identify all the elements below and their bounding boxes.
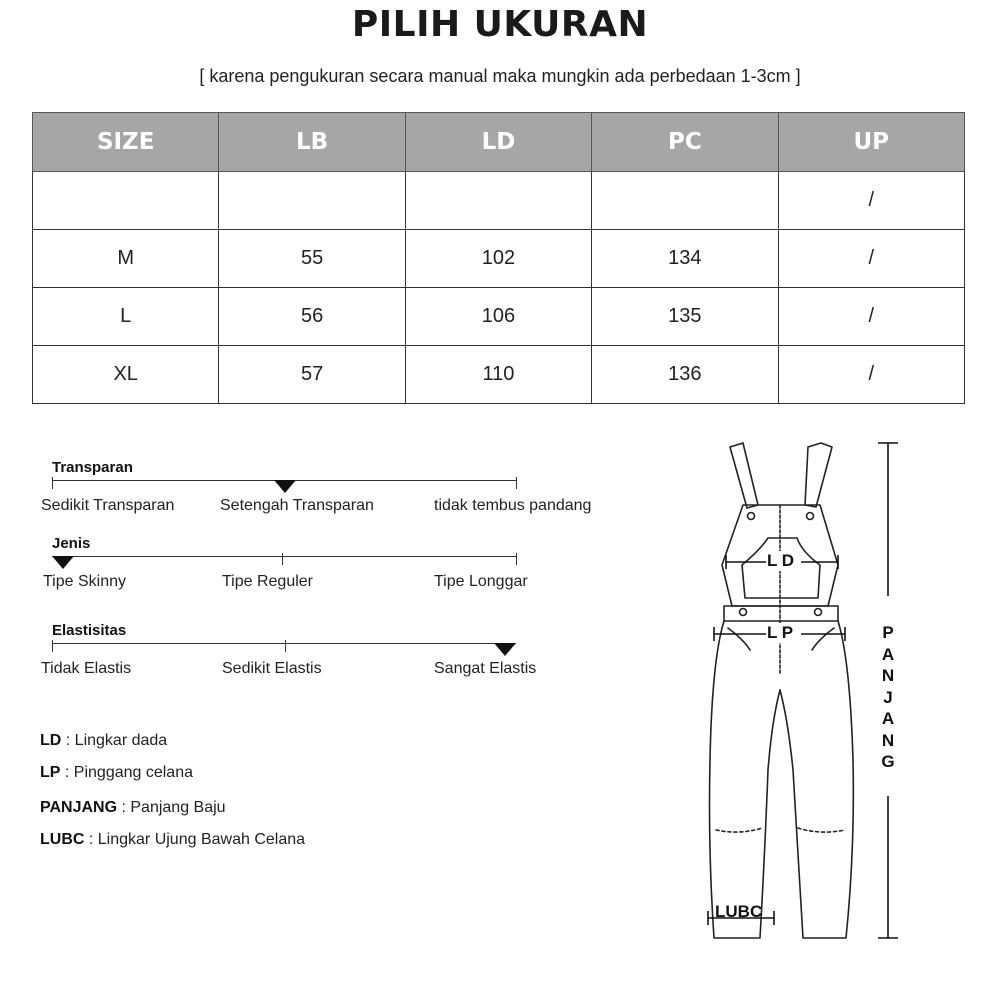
header-pc: PC bbox=[592, 113, 778, 172]
legend-desc: : Lingkar Ujung Bawah Celana bbox=[84, 831, 306, 848]
table-cell: 134 bbox=[592, 230, 778, 288]
elasticity-title: Elastisitas bbox=[52, 622, 127, 639]
table-cell: / bbox=[778, 230, 964, 288]
scale-label-high: Sangat Elastis bbox=[434, 660, 537, 677]
size-table bbox=[32, 112, 965, 404]
scale-label-low: Tidak Elastis bbox=[41, 660, 132, 677]
selected-marker-icon bbox=[274, 480, 296, 493]
panjang-letter: J bbox=[883, 687, 893, 707]
measurement-note: [ karena pengukuran secara manual maka mungkin ada perbedaan 1-3cm ] bbox=[199, 66, 801, 86]
panjang-letter: P bbox=[882, 623, 894, 642]
table-cell: XL bbox=[33, 346, 219, 404]
table-row bbox=[33, 346, 965, 404]
scale-label-high: tidak tembus pandang bbox=[434, 497, 592, 514]
legend-item-ld bbox=[40, 732, 167, 750]
scale-label-mid: Sedikit Elastis bbox=[222, 660, 322, 677]
scale-label-mid: Setengah Transparan bbox=[220, 497, 374, 514]
right-strap bbox=[805, 443, 832, 507]
legend-abbr: PANJANG bbox=[40, 799, 118, 816]
right-leg bbox=[780, 621, 853, 938]
scale-tick bbox=[52, 640, 53, 652]
panjang-letter: A bbox=[881, 644, 895, 664]
panjang-letter: N bbox=[881, 666, 895, 685]
elasticity-scale bbox=[40, 622, 620, 692]
transparency-title: Transparan bbox=[52, 459, 133, 476]
scale-line bbox=[52, 643, 516, 644]
header-lb: LB bbox=[219, 113, 405, 172]
fit-type-scale bbox=[40, 535, 620, 605]
table-row bbox=[33, 172, 965, 230]
table-cell: / bbox=[778, 346, 964, 404]
table-cell: 57 bbox=[219, 346, 405, 404]
legend-desc: : Pinggang celana bbox=[60, 764, 193, 781]
table-cell: L bbox=[33, 288, 219, 346]
table-cell: 102 bbox=[405, 230, 591, 288]
header-ld: LD bbox=[405, 113, 591, 172]
legend-item-panjang bbox=[40, 799, 226, 817]
table-cell: M bbox=[33, 230, 219, 288]
table-row bbox=[33, 288, 965, 346]
table-cell bbox=[33, 172, 219, 230]
lubc-dimension-label: LUBC bbox=[715, 902, 763, 921]
legend-desc: : Panjang Baju bbox=[117, 799, 226, 816]
legend-abbr: LP bbox=[40, 764, 61, 781]
scale-tick bbox=[52, 477, 53, 489]
legend-item-lubc bbox=[40, 831, 305, 849]
table-row bbox=[33, 230, 965, 288]
panjang-letter: G bbox=[881, 752, 895, 771]
scale-label-low: Tipe Skinny bbox=[43, 573, 126, 590]
table-cell: 135 bbox=[592, 288, 778, 346]
table-cell bbox=[405, 172, 591, 230]
table-cell: / bbox=[778, 172, 964, 230]
table-cell bbox=[592, 172, 778, 230]
scale-label-high: Tipe Longgar bbox=[434, 573, 528, 590]
panjang-dimension-label bbox=[879, 622, 897, 773]
page-title: PILIH UKURAN bbox=[351, 4, 649, 45]
table-cell bbox=[219, 172, 405, 230]
table-cell: 55 bbox=[219, 230, 405, 288]
scale-tick bbox=[516, 553, 517, 565]
panjang-letter: A bbox=[881, 709, 895, 728]
left-strap bbox=[730, 443, 758, 508]
legend-abbr: LD bbox=[40, 732, 62, 749]
fit-type-title: Jenis bbox=[52, 535, 91, 552]
selected-marker-icon bbox=[52, 556, 74, 569]
header-size: SIZE bbox=[33, 113, 219, 172]
table-cell: 56 bbox=[219, 288, 405, 346]
panjang-letter: N bbox=[881, 730, 895, 750]
table-cell: / bbox=[778, 288, 964, 346]
left-leg bbox=[710, 621, 781, 938]
scale-label-mid: Tipe Reguler bbox=[222, 573, 314, 590]
scale-label-low: Sedikit Transparan bbox=[41, 497, 175, 514]
header-up: UP bbox=[778, 113, 964, 172]
table-cell: 136 bbox=[592, 346, 778, 404]
overalls-illustration bbox=[690, 430, 910, 950]
legend-desc: : Lingkar dada bbox=[61, 732, 168, 749]
selected-marker-icon bbox=[494, 643, 516, 656]
lp-dimension-label: L P bbox=[767, 623, 794, 642]
table-cell: 110 bbox=[405, 346, 591, 404]
table-cell: 106 bbox=[405, 288, 591, 346]
scale-tick bbox=[282, 553, 283, 565]
scale-tick bbox=[285, 640, 286, 652]
transparency-scale bbox=[40, 459, 620, 529]
ld-dimension-label: L D bbox=[767, 551, 795, 570]
scale-line bbox=[52, 556, 516, 557]
scale-tick bbox=[516, 477, 517, 489]
legend-abbr: LUBC bbox=[40, 831, 85, 848]
legend-item-lp bbox=[40, 764, 193, 782]
table-header-row bbox=[33, 113, 965, 172]
